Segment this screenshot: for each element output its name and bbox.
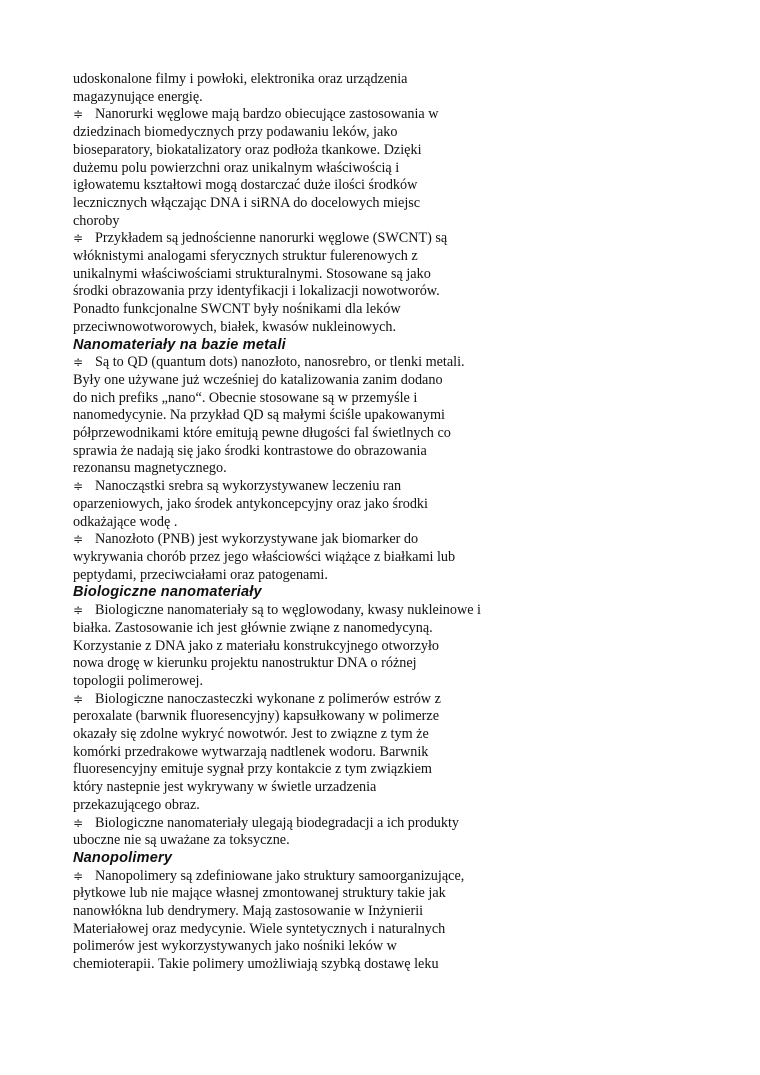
text-line: polimerów jest wykorzystywanych jako nośniki leków w bbox=[73, 938, 397, 955]
text-line: bioseparatory, biokatalizatory oraz podłoża tkankowe. Dzięki bbox=[73, 141, 422, 158]
text-line: odkażające wodę . bbox=[73, 513, 178, 530]
text-line: środki obrazowania przy identyfikacji i lokalizacji nowotworów. bbox=[73, 283, 440, 300]
text-line: topologii polimerowej. bbox=[73, 672, 204, 689]
text-line: Były one używane już wcześniej do katalizowania zanim dodano bbox=[73, 371, 443, 388]
text-line: magazynujące energię. bbox=[73, 88, 203, 105]
text-line: nanomedycynie. Na przykład QD są małymi ściśle upakowanymi bbox=[73, 407, 445, 424]
text-line: udoskonalone filmy i powłoki, elektronika oraz urządzenia bbox=[73, 71, 408, 87]
text-line: półprzewodnikami które emitują pewne długości fal świetlnych co bbox=[73, 425, 451, 442]
bullet-icon: ≑ bbox=[73, 603, 84, 618]
text-line: przeciwnowotworowych, białek, kwasów nukleinowych. bbox=[73, 318, 397, 335]
text-line: do nich prefiks „nano“. Obecnie stosowane są w przemyśle i bbox=[73, 389, 418, 406]
bullet-item bbox=[73, 602, 518, 691]
bullet-text: Biologiczne nanomateriały ulegają biodegradacji a ich produkty bbox=[95, 814, 460, 831]
text-line bbox=[73, 868, 518, 886]
bullet-item bbox=[73, 691, 518, 815]
bullet-item bbox=[73, 354, 518, 478]
text-line: rezonansu magnetycznego. bbox=[73, 460, 227, 477]
text-line: unikalnymi właściwościami strukturalnymi. Stosowane są jako bbox=[73, 265, 431, 282]
text-line: peroxalate (barwnik fluoresencyjny) kapsułkowany w polimerze bbox=[73, 708, 439, 725]
text-line bbox=[73, 106, 518, 124]
text-line: komórki przedrakowe wytwarzają nadtlenek wodoru. Barwnik bbox=[73, 743, 429, 760]
text-line: wykrywania chorób przez jego właściowści wiążące z białkami lub bbox=[73, 548, 456, 565]
bullet-item bbox=[73, 868, 518, 974]
bullet-item bbox=[73, 106, 518, 230]
bullet-text: Biologiczne nanoczasteczki wykonane z polimerów estrów z bbox=[95, 690, 441, 707]
bullet-icon: ≑ bbox=[73, 815, 84, 830]
text-line: choroby bbox=[73, 212, 120, 229]
text-line: dużemu polu powierzchni oraz unikalnym właściwością i bbox=[73, 159, 400, 176]
text-line: przekazującego obraz. bbox=[73, 796, 200, 813]
text-line: lecznicznych włączając DNA i siRNA do docelowych miejsc bbox=[73, 194, 421, 211]
bullet-text: Nanozłoto (PNB) jest wykorzystywane jak biomarker do bbox=[95, 531, 419, 548]
bullet-text: Nanopolimery są zdefiniowane jako struktury samoorganizujące, bbox=[95, 867, 465, 884]
text-line: Materiałowej oraz medycynie. Wiele syntetycznych i naturalnych bbox=[73, 920, 446, 937]
bullet-text: Nanocząstki srebra są wykorzystywanew leczeniu ran bbox=[95, 478, 402, 495]
bullet-icon: ≑ bbox=[73, 231, 84, 246]
text-line bbox=[73, 602, 518, 620]
document-page bbox=[73, 71, 518, 974]
text-line: dziedzinach biomedycznych przy podawaniu leków, jako bbox=[73, 124, 398, 141]
paragraph bbox=[73, 71, 518, 106]
text-line: sprawia że nadają się jako środki kontrastowe do obrazowania bbox=[73, 442, 427, 459]
section-heading: Nanomateriały na bazie metali bbox=[73, 336, 286, 353]
bullet-text: Są to QD (quantum dots) nanozłoto, nanosrebro, or tlenki metali. bbox=[95, 354, 465, 371]
text-line: białka. Zastosowanie ich jest głównie zwiąne z nanomedycyną. bbox=[73, 619, 433, 636]
bullet-item bbox=[73, 531, 518, 584]
text-line bbox=[73, 354, 518, 372]
text-line: peptydami, przeciwciałami oraz patogenami. bbox=[73, 566, 328, 583]
text-line: igłowatemu kształtowi mogą dostarczać duże ilości środków bbox=[73, 177, 418, 194]
text-line bbox=[73, 478, 518, 496]
section-heading: Nanopolimery bbox=[73, 849, 173, 866]
bullet-icon: ≑ bbox=[73, 691, 84, 706]
text-line bbox=[73, 815, 518, 833]
bullet-icon: ≑ bbox=[73, 107, 84, 122]
bullet-icon: ≑ bbox=[73, 479, 84, 494]
bullet-item bbox=[73, 230, 518, 336]
bullet-text: Przykładem są jednościenne nanorurki węglowe (SWCNT) są bbox=[95, 230, 448, 247]
bullet-icon: ≑ bbox=[73, 532, 84, 547]
text-line bbox=[73, 531, 518, 549]
text-line: włóknistymi analogami sferycznych struktur fulerenowych z bbox=[73, 248, 418, 265]
bullet-text: Biologiczne nanomateriały są to węglowodany, kwasy nukleinowe i bbox=[95, 602, 481, 619]
text-line bbox=[73, 230, 518, 248]
text-line: uboczne nie są uważane za toksyczne. bbox=[73, 832, 290, 849]
bullet-icon: ≑ bbox=[73, 355, 84, 370]
text-line: który nastepnie jest wykrywany w świetle urzadzenia bbox=[73, 779, 377, 796]
text-line: Ponadto funkcjonalne SWCNT były nośnikami dla leków bbox=[73, 301, 401, 318]
section-heading: Biologiczne nanomateriały bbox=[73, 584, 262, 601]
bullet-text: Nanorurki węglowe mają bardzo obiecujące zastosowania w bbox=[95, 106, 439, 123]
bullet-icon: ≑ bbox=[73, 868, 84, 883]
text-line: płytkowe lub nie mające własnej zmontowanej struktury takie jak bbox=[73, 885, 446, 902]
bullet-item bbox=[73, 815, 518, 850]
text-line: nowa drogę w kierunku projektu nanostruktur DNA o różnej bbox=[73, 655, 417, 672]
text-line: Korzystanie z DNA jako z materiału konstrukcyjnego otworzyło bbox=[73, 637, 440, 654]
text-line: okazały się zdolne wykryć nowotwór. Jest to związne z tym że bbox=[73, 726, 429, 743]
text-line: fluoresencyjny emituje sygnał przy kontakcie z tym związkiem bbox=[73, 761, 432, 778]
text-line bbox=[73, 691, 518, 709]
text-line: nanowłókna lub dendrymery. Mają zastosowanie w Inżynierii bbox=[73, 903, 424, 920]
text-line: chemioterapii. Takie polimery umożliwiają szybką dostawę leku bbox=[73, 956, 439, 973]
bullet-item bbox=[73, 478, 518, 531]
text-line: oparzeniowych, jako środek antykoncepcyjny oraz jako środki bbox=[73, 495, 428, 512]
